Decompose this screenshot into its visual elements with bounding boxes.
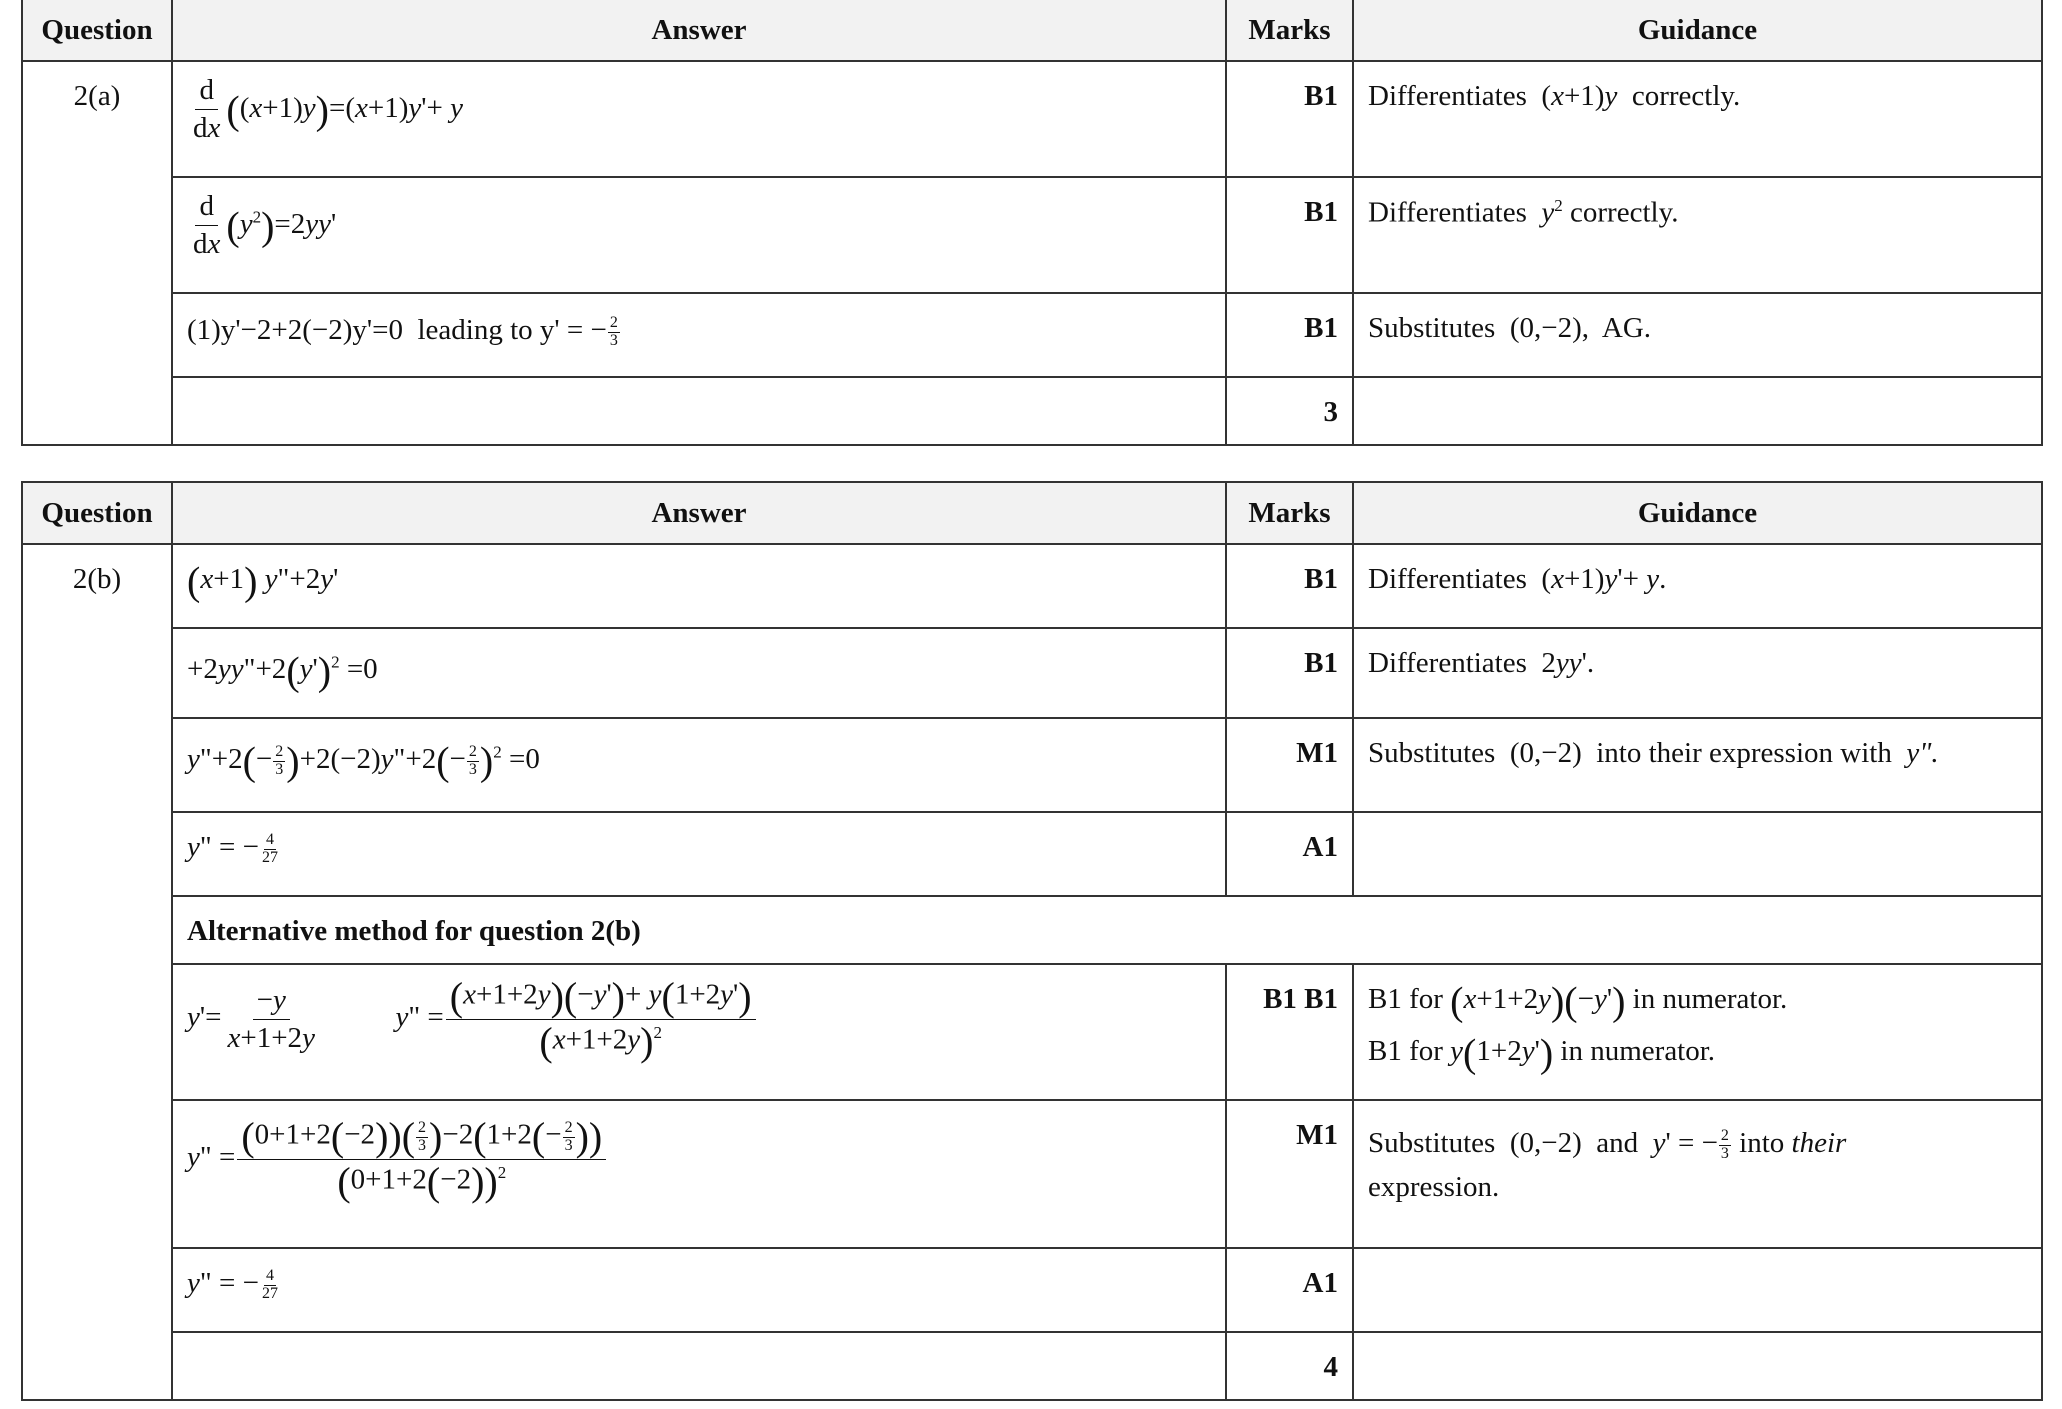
- marks-header: Marks: [1226, 482, 1353, 544]
- question-header: Question: [22, 0, 172, 61]
- guidance-cell: Substitutes (0,−2) into their expression with y".: [1353, 718, 2042, 812]
- table-row: [22, 1248, 2042, 1332]
- table-row: [22, 61, 2042, 177]
- math-expression: y" = − $\frac{4}{27}$: [187, 831, 278, 866]
- answer-cell: (1)y'−2+2(−2)y'=0 leading to y' = − $\frac{2}{3}$: [172, 293, 1226, 377]
- alternative-method-heading: Alternative method for question 2(b): [172, 896, 2042, 964]
- math-expression: (x+1) y"+2y': [187, 558, 339, 603]
- math-expression: $\frac{d}{dx}$ ((x+1)y)=(x+1)y'+ y: [193, 74, 463, 145]
- marks-cell: M1: [1226, 718, 1353, 812]
- header-row: [22, 0, 2042, 61]
- mark-scheme-table-2a: [21, 0, 2043, 446]
- table-row: [22, 812, 2042, 896]
- guidance-cell: [1353, 1248, 2042, 1332]
- marks-cell: B1 B1: [1226, 964, 1353, 1100]
- total-row: [22, 1332, 2042, 1400]
- math-expression: $\frac{d}{dx}$ $(y^2)=2yy'$: [193, 190, 337, 261]
- marks-cell: B1: [1226, 544, 1353, 628]
- math-expression: y" = (0+1+2(−2))( $\frac{2}{3}$ )−2(1+2(− $\frac{2}{3}$ )) $(0+1+2(-2))^2$: [187, 1141, 608, 1173]
- guidance-cell: Differentiates $y^2$ correctly.: [1353, 177, 2042, 293]
- answer-cell: [172, 812, 1226, 896]
- question-header: Question: [22, 482, 172, 544]
- math-expression: y'= $\frac{-y}{x+1+2y}$: [187, 983, 315, 1054]
- answer-header: Answer: [172, 482, 1226, 544]
- table-row: [22, 293, 2042, 377]
- answer-cell: [172, 377, 1226, 445]
- total-marks: 4: [1226, 1332, 1353, 1400]
- math-expression: y"+2(− $\frac{2}{3}$ )+2(−2)y"+2(− $\frac{2}{3}$ )$^2$ =0: [187, 738, 540, 783]
- marks-header: Marks: [1226, 0, 1353, 61]
- marks-cell: B1: [1226, 177, 1353, 293]
- table-row: [22, 1100, 2042, 1248]
- mark-scheme-table-2b: [21, 481, 2043, 1401]
- answer-cell: [172, 718, 1226, 812]
- guidance-cell: Differentiates (x+1)y correctly.: [1353, 61, 2042, 177]
- answer-cell: [172, 964, 1226, 1100]
- answer-cell: [172, 61, 1226, 177]
- math-expression: y" = $\frac{(x+1+2y)(-y')+ y(1+2y')}{(x+1+2y)^2}$: [395, 1001, 757, 1033]
- question-number: 2(a): [22, 61, 172, 445]
- guidance-math: (x+1)y: [1541, 80, 1618, 112]
- marks-cell: M1: [1226, 1100, 1353, 1248]
- guidance-cell: B1 for (x+1+2y)(−y') in numerator. B1 for y(1+2y') in numerator.: [1353, 964, 2042, 1100]
- total-row: [22, 377, 2042, 445]
- marks-cell: B1: [1226, 293, 1353, 377]
- guidance-cell: Substitutes (0,−2) and y' = − $\frac{2}{3}$ into their expression.: [1353, 1100, 2042, 1248]
- marks-cell: A1: [1226, 1248, 1353, 1332]
- marks-cell: B1: [1226, 61, 1353, 177]
- table-row: [22, 964, 2042, 1100]
- answer-cell: [172, 544, 1226, 628]
- header-row: [22, 482, 2042, 544]
- guidance-cell: Differentiates (x+1)y'+ y.: [1353, 544, 2042, 628]
- table-row: [22, 177, 2042, 293]
- total-marks: 3: [1226, 377, 1353, 445]
- guidance-header: Guidance: [1353, 482, 2042, 544]
- alt-heading-row: [22, 896, 2042, 964]
- answer-cell: [172, 177, 1226, 293]
- table-row: [22, 718, 2042, 812]
- math-expression: y" = − $\frac{4}{27}$: [187, 1267, 278, 1302]
- marks-cell: A1: [1226, 812, 1353, 896]
- table-row: [22, 628, 2042, 718]
- guidance-cell: Differentiates 2yy'.: [1353, 628, 2042, 718]
- guidance-cell: Substitutes (0,−2), AG.: [1353, 293, 2042, 377]
- answer-cell: [172, 1248, 1226, 1332]
- answer-cell: [172, 628, 1226, 718]
- answer-header: Answer: [172, 0, 1226, 61]
- guidance-header: Guidance: [1353, 0, 2042, 61]
- guidance-cell: [1353, 1332, 2042, 1400]
- table-row: [22, 544, 2042, 628]
- guidance-cell: [1353, 812, 2042, 896]
- guidance-cell: [1353, 377, 2042, 445]
- marks-cell: B1: [1226, 628, 1353, 718]
- answer-cell: [172, 1100, 1226, 1248]
- answer-cell: [172, 1332, 1226, 1400]
- math-expression: $+2yy"+2(y')^2 =0$: [187, 648, 378, 693]
- question-number: 2(b): [22, 544, 172, 1400]
